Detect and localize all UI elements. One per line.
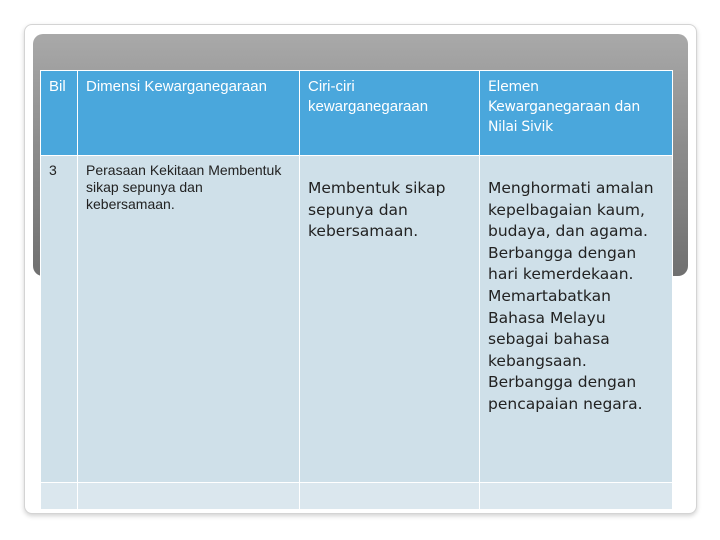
header-cell-elemen (480, 71, 673, 156)
row-dimensi-value: Perasaan Kekitaan Membentuk sikap sepunya dan kebersamaan. (86, 162, 282, 212)
header-cell-dimensi (78, 71, 300, 156)
header-cell-bil (41, 71, 78, 156)
header-elemen-label: Elemen Kewarganegaraan dan Nilai Sivik (488, 79, 640, 135)
header-bil-label: Bil (49, 78, 66, 95)
empty-cell (300, 483, 480, 510)
header-cell-ciri (300, 71, 480, 156)
table-header-row (41, 71, 673, 156)
citizenship-table (40, 70, 673, 510)
empty-cell (78, 483, 300, 510)
row-cell-dimensi (78, 156, 300, 483)
table-row (41, 156, 673, 483)
header-ciri-label: Ciri-ciri kewarganegaraan (308, 78, 429, 115)
row-cell-elemen (480, 156, 673, 483)
empty-cell (480, 483, 673, 510)
row-ciri-value: Membentuk sikap sepunya dan kebersamaan. (308, 179, 446, 241)
row-bil-value: 3 (49, 162, 57, 178)
header-dimensi-label: Dimensi Kewarganegaraan (86, 78, 267, 95)
row-elemen-value: Menghormati amalan kepelbagaian kaum, budaya, dan agama. Berbangga dengan hari kemerdekaan. Memartabatkan Bahasa Melayu sebagai bahasa kebangsaan. Berbangga dengan pencapaian negara. (488, 179, 654, 413)
row-cell-bil (41, 156, 78, 483)
table-empty-row (41, 483, 673, 510)
row-cell-ciri (300, 156, 480, 483)
empty-cell (41, 483, 78, 510)
